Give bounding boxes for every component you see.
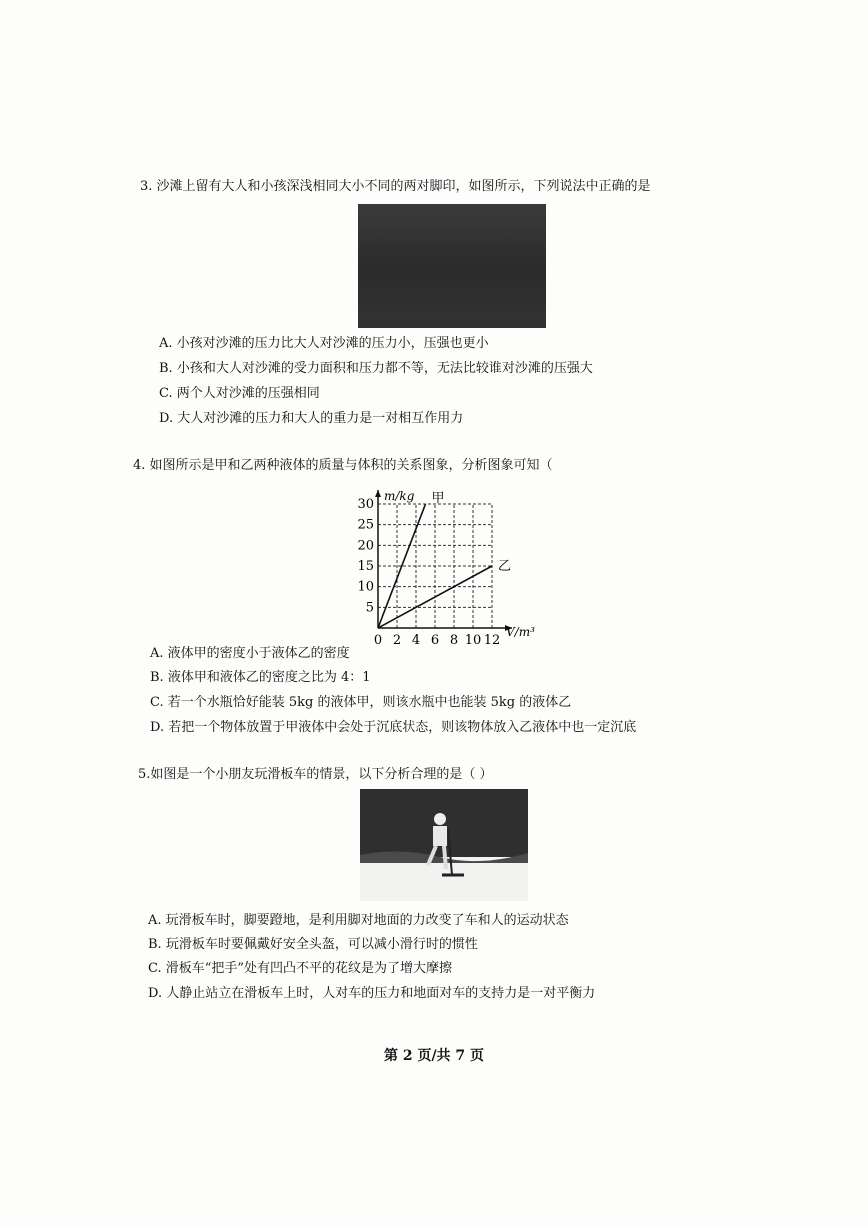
- series-label-yi: 乙: [498, 559, 512, 574]
- x-tick-label-2: 2: [392, 633, 402, 648]
- question-4-option-c: C. 若一个水瓶恰好能装 5kg 的液体甲，则该水瓶中也能装 5kg 的液体乙: [150, 695, 572, 710]
- x-tick-label-10: 10: [464, 633, 482, 648]
- question-3-option-c: C. 两个人对沙滩的压强相同: [159, 386, 320, 401]
- question-4-stem: 4. 如图所示是甲和乙两种液体的质量与体积的关系图象，分析图象可知（: [133, 458, 553, 473]
- question-4-option-d: D. 若把一个物体放置于甲液体中会处于沉底状态，则该物体放入乙液体中也一定沉底: [150, 720, 637, 735]
- y-tick-label-30: 30: [357, 497, 374, 512]
- scooter-scene-image: [360, 789, 528, 901]
- x-tick-label-0: 0: [373, 633, 383, 648]
- question-3-stem: 3. 沙滩上留有大人和小孩深浅相同大小不同的两对脚印，如图所示，下列说法中正确的是: [140, 179, 651, 194]
- question-3-option-a: A. 小孩对沙滩的压力比大人对沙滩的压力小，压强也更小: [159, 336, 489, 351]
- question-4-option-a: A. 液体甲的密度小于液体乙的密度: [150, 646, 350, 661]
- y-axis-arrow: [375, 490, 381, 497]
- x-tick-label-6: 6: [430, 633, 440, 648]
- question-5-option-d: D. 人静止站立在滑板车上时，人对车的压力和地面对车的支持力是一对平衡力: [148, 986, 596, 1001]
- y-tick-label-25: 25: [357, 517, 374, 533]
- question-3-option-b: B. 小孩和大人对沙滩的受力面积和压力都不等，无法比较谁对沙滩的压强大: [159, 361, 593, 376]
- x-tick-label-8: 8: [449, 633, 459, 648]
- question-4-option-b: B. 液体甲和液体乙的密度之比为 4：1: [150, 670, 371, 685]
- scooter-photo: [360, 789, 528, 901]
- question-3-option-d: D. 大人对沙滩的压力和大人的重力是一对相互作用力: [159, 411, 464, 426]
- question-5-option-c: C. 滑板车“把手”处有凹凸不平的花纹是为了增大摩擦: [148, 961, 453, 976]
- x-tick-label-4: 4: [411, 633, 421, 648]
- y-axis-label: m/kg: [384, 489, 415, 503]
- question-5-option-b: B. 玩滑板车时要佩戴好安全头盔，可以减小滑行时的惯性: [148, 937, 478, 952]
- mass-volume-chart: [350, 480, 550, 648]
- y-tick-label-10: 10: [357, 579, 374, 595]
- x-axis-label: V/m³: [506, 625, 535, 639]
- footprints-photo: [358, 204, 546, 328]
- y-tick-label-20: 20: [357, 538, 374, 554]
- page-number: 第 2 页/共 7 页: [383, 1048, 485, 1064]
- x-tick-label-12: 12: [483, 633, 501, 648]
- y-tick-label-5: 5: [365, 600, 374, 616]
- question-5-option-a: A. 玩滑板车时，脚要蹬地，是利用脚对地面的力改变了车和人的运动状态: [148, 913, 569, 928]
- y-tick-label-15: 15: [357, 559, 374, 574]
- question-5-stem: 5.如图是一个小朋友玩滑板车的情景，以下分析合理的是（ ）: [138, 767, 493, 782]
- series-label-jia: 甲: [431, 491, 445, 506]
